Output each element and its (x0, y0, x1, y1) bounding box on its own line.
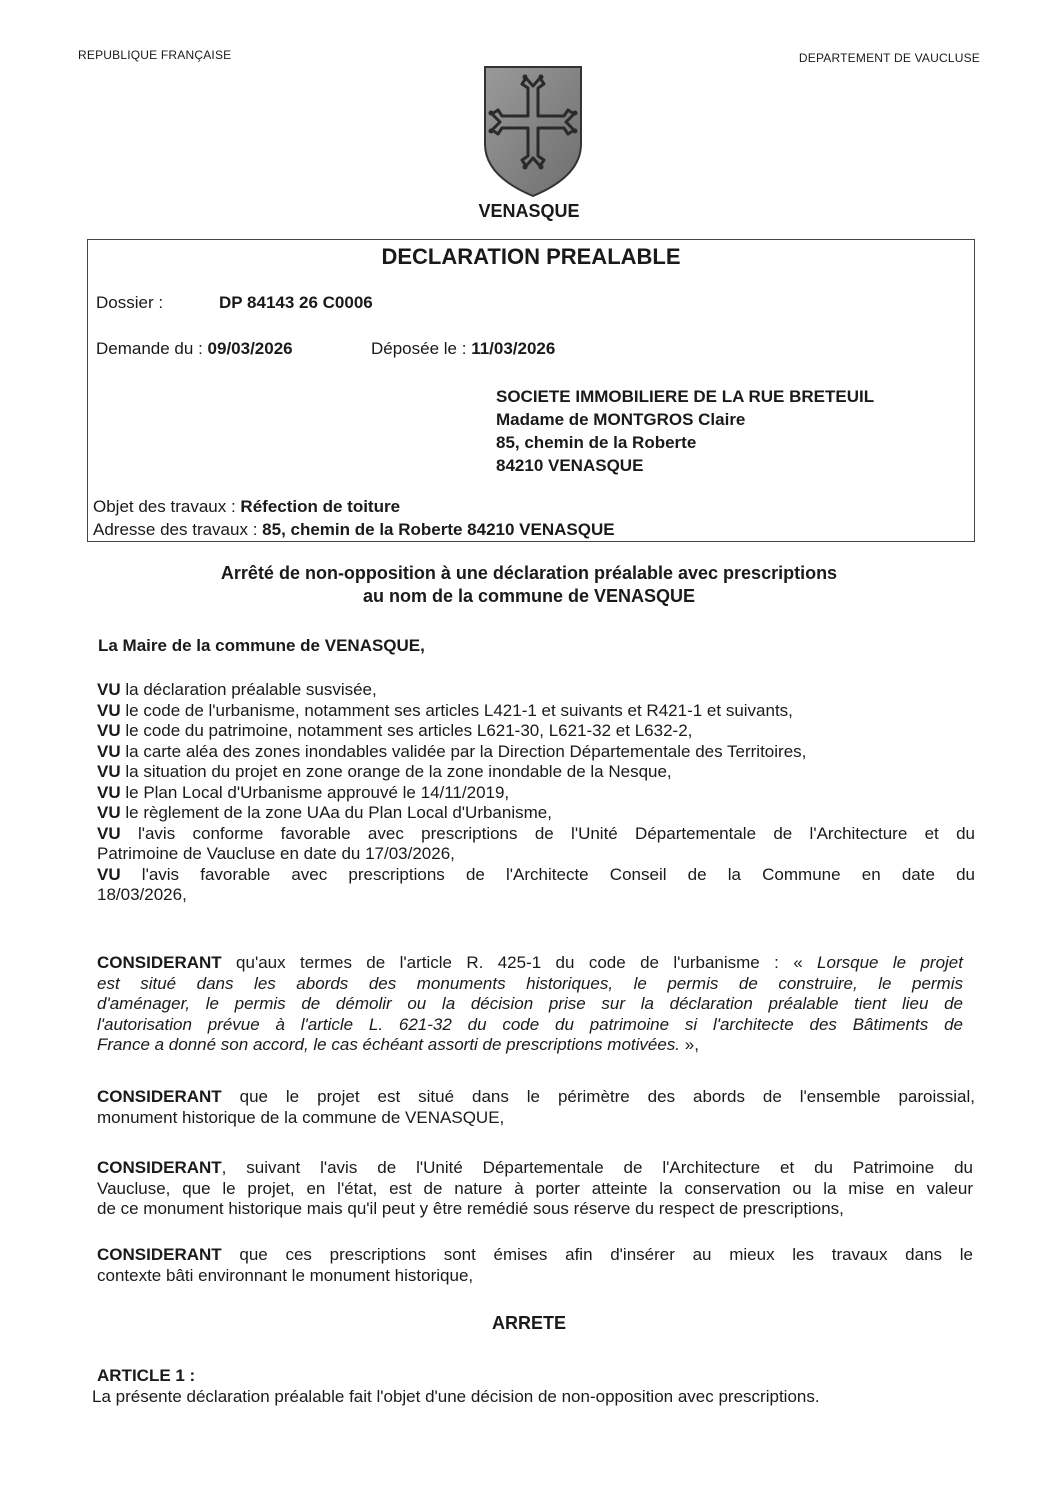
adresse-value: 85, chemin de la Roberte 84210 VENASQUE (262, 520, 615, 539)
demande-date: 09/03/2026 (207, 339, 293, 358)
dossier-line (96, 293, 163, 313)
republic-label: REPUBLIQUE FRANÇAISE (78, 48, 232, 62)
article-1-text: La présente déclaration préalable fait l'objet d'une décision de non-opposition avec prescriptions. (92, 1387, 820, 1406)
department-label: DEPARTEMENT DE VAUCLUSE (798, 51, 980, 65)
objet-value: Réfection de toiture (240, 497, 401, 516)
article-1-title: ARTICLE 1 : (97, 1366, 196, 1385)
vu-item: VU le code de l'urbanisme, notamment ses articles L421-1 et suivants et R421-1 et suivants, (97, 700, 793, 720)
objet-line (93, 497, 400, 517)
arrete-title-line1: Arrêté de non-opposition à une déclaration préalable avec prescriptions (220, 563, 838, 583)
dossier-label: Dossier : (96, 293, 164, 312)
coat-of-arms-icon (482, 64, 584, 198)
deposee-date: 11/03/2026 (471, 339, 556, 358)
objet-label: Objet des travaux : (93, 497, 236, 516)
arrete-heading: ARRETE (491, 1313, 566, 1333)
considerant-3: CONSIDERANT, suivant l'avis de l'Unité Départementale de l'Architecture et du Patrimoine du Vaucluse, que le projet, en l'état, est de nature à porter atteinte la conservation ou la mise en valeur de ce monument historique mais qu'il peut y être remédié sous réserve du respect de prescriptions, (97, 1158, 973, 1218)
vu-item: VU le code du patrimoine, notamment ses articles L621-30, L621-32 et L632-2, (97, 721, 693, 740)
adresse-line (93, 520, 615, 540)
applicant-block (496, 385, 874, 477)
deposee-line (371, 339, 555, 359)
applicant-line: Madame de MONTGROS Claire (496, 410, 746, 429)
considerant-2: CONSIDERANT que le projet est situé dans le périmètre des abords de l'ensemble paroissial, monument historique de la commune de VENASQUE, (97, 1087, 975, 1127)
adresse-label: Adresse des travaux : (93, 520, 258, 539)
vu-item: VU le règlement de la zone UAa du Plan Local d'Urbanisme, (97, 803, 552, 822)
demande-line (96, 339, 293, 359)
vu-item: VU le Plan Local d'Urbanisme approuvé le 14/11/2019, (97, 782, 510, 802)
vu-item: VU l'avis conforme favorable avec prescriptions de l'Unité Départementale de l'Architecture et du (97, 823, 975, 843)
considerant-4: CONSIDERANT que ces prescriptions sont émises afin d'insérer au mieux les travaux dans le contexte bâti environnant le monument historique, (97, 1245, 973, 1285)
vu-item: VU l'avis favorable avec prescriptions de l'Architecte Conseil de la Commune en date du (97, 864, 975, 884)
arrete-title-line2: au nom de la commune de VENASQUE (362, 586, 696, 606)
applicant-line: 84210 VENASQUE (496, 456, 644, 475)
considerant-1: CONSIDERANT qu'aux termes de l'article R. 425-1 du code de l'urbanisme : « Lorsque le projet est situé dans les abords des monuments historiques, le permis de construire, le permis d'aménager, le permis de démolir ou la décision prise sur la déclaration préalable tient lieu de l'autorisation prévue à l'article L. 621-32 du code du patrimoine si l'architecte des Bâtiments de France a donné son accord, le cas échéant assorti de prescriptions motivées. », (97, 953, 963, 1054)
vu-list: VU la déclaration préalable susvisée, VU le code de l'urbanisme, notamment ses articles L421-1 et suivants et R421-1 et suivants, VU le code du patrimoine, notamment ses articles L621-30, L621-32 et L632-2, VU la carte aléa des zones inondables validée par la Direction Départementale des Territoires, VU la situation du projet en zone orange de la zone inondable de la Nesque, VU le Plan Local d'Urbanisme approuvé le 14/11/2019, VU le règlement de la zone UAa du Plan Local d'Urbanisme, VU l'avis conforme favorable avec prescriptions de l'Unité Départementale de l'Architecture et du Patrimoine de Vaucluse en date du 17/03/2026, VU l'avis favorable avec prescriptions de l'Architecte Conseil de la Commune en date du 18/03/2026, (97, 680, 975, 904)
demande-label: Demande du : (96, 339, 203, 358)
applicant-line: SOCIETE IMMOBILIERE DE LA RUE BRETEUIL (496, 387, 875, 406)
vu-item: VU la déclaration préalable susvisée, (97, 680, 377, 699)
vu-item: VU la situation du projet en zone orange de la zone inondable de la Nesque, (97, 762, 672, 781)
maire-line: La Maire de la commune de VENASQUE, (98, 636, 425, 655)
declaration-box (87, 239, 975, 542)
deposee-label: Déposée le : (371, 339, 467, 358)
box-title: DECLARATION PREALABLE (381, 244, 681, 269)
applicant-line: 85, chemin de la Roberte (496, 433, 697, 452)
commune-name: VENASQUE (478, 201, 580, 221)
vu-item: VU la carte aléa des zones inondables validée par la Direction Départementale des Territoires, (97, 741, 807, 761)
dossier-number: DP 84143 26 C0006 (219, 293, 373, 312)
